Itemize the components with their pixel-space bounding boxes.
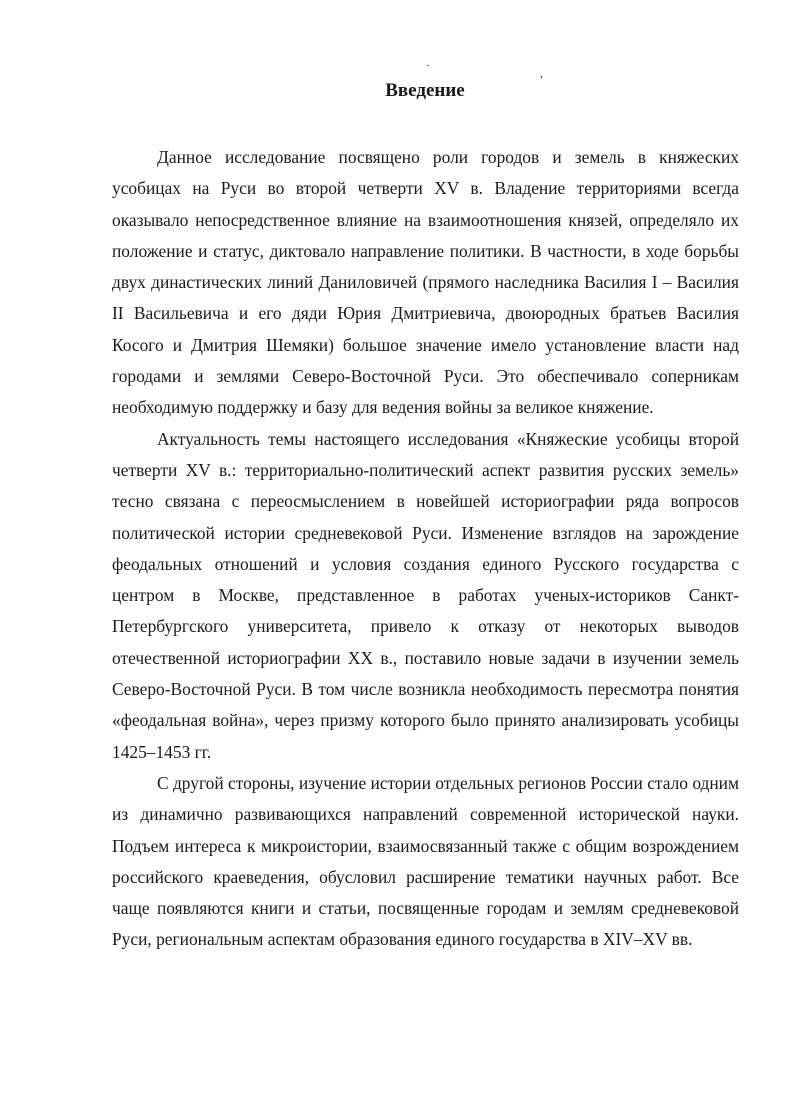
body-text [112, 142, 739, 956]
page-title: Введение [385, 80, 465, 101]
paragraph-1: Данное исследование посвящено роли городов и земель в княжеских усобицах на Руси во второй четверти XV в. Владение территориями всегда оказывало непосредственное влияние на взаимоотношения князей, определяло их положение и статус, диктовало направление политики. В частности, в ходе борьбы двух династических линий Даниловичей (прямого наследника Василия I – Василия II Васильевича и его дяди Юрия Дмитриевича, двоюродных братьев Василия Косого и Дмитрия Шемяки) большое значение имело установление власти над городами и землями Северо-Восточной Руси. Это обеспечивало соперникам необходимую поддержку и базу для ведения войны за великое княжение. [112, 147, 739, 418]
scan-speck: , [540, 66, 543, 80]
paragraph-3: С другой стороны, изучение истории отдельных регионов России стало одним из динамично развивающихся направлений современной исторической науки. Подъем интереса к микроистории, взаимосвязанный также с общим возрождением российского краеведения, обусловил расширение тематики научных работ. Все чаще появляются книги и статьи, посвященные городам и землям средневековой Руси, региональным аспектам образования единого государства в XIV–XV вв. [112, 772, 739, 950]
scan-speck: ˋ [426, 62, 430, 76]
paragraph-2: Актуальность темы настоящего исследования «Княжеские усобицы второй четверти XV в.: территориально-политический аспект развития русских земель» тесно связана с переосмыслением в новейшей историографии ряда вопросов политической истории средневековой Руси. Изменение взглядов на зарождение феодальных отношений и условия создания единого Русского государства с центром в Москве, представленное в работах ученых-историков Санкт-Петербургского университета, привело к отказу от некоторых выводов отечественной историографии XX в., поставило новые задачи в изучении земель Северо-Восточной Руси. В том числе возникла необходимость пересмотра понятия «феодальная война», через призму которого было принято анализировать усобицы 1425–1453 гг. [112, 428, 739, 762]
